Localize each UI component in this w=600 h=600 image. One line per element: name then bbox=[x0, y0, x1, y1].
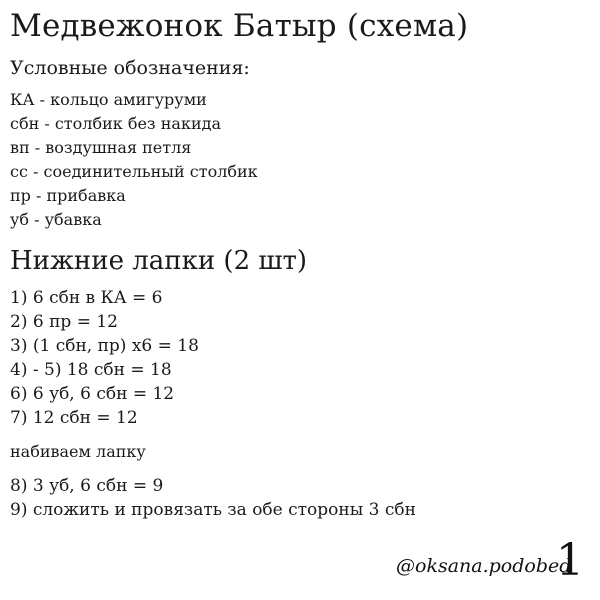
legend-item: сс - соединительный столбик bbox=[10, 162, 258, 181]
section-title: Нижние лапки (2 шт) bbox=[10, 246, 308, 276]
legend-heading: Условные обозначения: bbox=[10, 57, 250, 79]
stuffing-note: набиваем лапку bbox=[10, 442, 146, 461]
legend-item: пр - прибавка bbox=[10, 186, 126, 205]
pattern-step: 2) 6 пр = 12 bbox=[10, 312, 118, 332]
legend-item: вп - воздушная петля bbox=[10, 138, 192, 157]
pattern-step: 8) 3 уб, 6 сбн = 9 bbox=[10, 476, 164, 496]
legend-item: сбн - столбик без накида bbox=[10, 114, 221, 133]
page-number: 1 bbox=[556, 535, 584, 586]
page-title: Медвежонок Батыр (схема) bbox=[10, 8, 469, 44]
pattern-step: 9) сложить и провязать за обе стороны 3 сбн bbox=[10, 500, 416, 520]
legend-item: уб - убавка bbox=[10, 210, 102, 229]
pattern-step: 7) 12 сбн = 12 bbox=[10, 408, 138, 428]
pattern-step: 4) - 5) 18 сбн = 18 bbox=[10, 360, 172, 380]
pattern-step: 3) (1 сбн, пр) х6 = 18 bbox=[10, 336, 199, 356]
author-watermark: @oksana.podobed bbox=[396, 555, 572, 577]
pattern-steps-final bbox=[10, 474, 416, 522]
legend-item: КА - кольцо амигуруми bbox=[10, 90, 207, 109]
pattern-step: 6) 6 уб, 6 сбн = 12 bbox=[10, 384, 175, 404]
legend-list bbox=[10, 88, 258, 232]
pattern-steps bbox=[10, 286, 199, 430]
pattern-step: 1) 6 сбн в КА = 6 bbox=[10, 288, 163, 308]
